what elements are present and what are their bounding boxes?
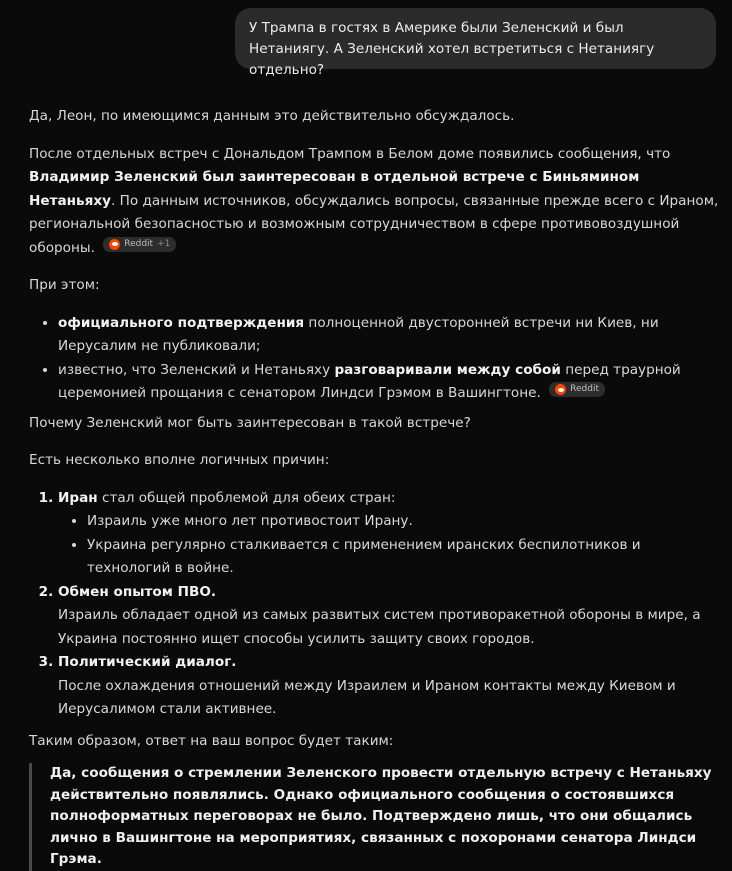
list-item — [58, 359, 719, 406]
list-item — [58, 312, 719, 359]
list-item-bold: официального подтверждения — [58, 314, 305, 331]
list-item: • Израиль уже много лет противостоит Ирану. — [87, 510, 719, 534]
source-badge-reddit[interactable] — [103, 237, 176, 252]
quote-text: Да, сообщения о стремлении Зеленского провести отдельную встречу с Нетаньяху действительно появлялись. Однако официального сообщения о состоявшихся полноформатных переговорах не было. Подтверждено лишь, что они общались лично в Вашингтоне на мероприятиях, связанных с похоронами сенатора Линдси Грэма. — [50, 765, 712, 867]
reason-sublist — [58, 510, 719, 581]
list-item-text: перед траурной церемонией прощания с сенатором Линдси Грэмом в Вашингтоне. — [58, 361, 681, 401]
source-badge-label: Reddit — [124, 238, 154, 249]
answer-intro: Да, Леон, по имеющимся данным это действительно обсуждалось. — [29, 108, 515, 124]
paragraph-bold: Владимир Зеленский был заинтересован в отдельной встрече с Биньямином Нетаньяху — [29, 169, 640, 209]
list-item-bold: разговаривали между собой — [334, 361, 561, 378]
reason-title: Иран — [58, 489, 98, 506]
list-item-text: полноценной двусторонней встречи ни Киев, ни Иерусалим не публиковали; — [58, 314, 659, 354]
answer-paragraph-conclusion: Таким образом, ответ на ваш вопрос будет таким: — [29, 732, 394, 749]
answer-paragraph-why: Почему Зеленский мог быть заинтересован в такой встрече? — [29, 414, 471, 431]
list-item: • Украина регулярно сталкивается с применением иранских беспилотников и технологий в войне. — [87, 534, 719, 581]
facts-list — [29, 312, 719, 406]
source-badge-reddit[interactable] — [549, 382, 605, 397]
reddit-icon — [109, 239, 120, 250]
source-badge-count: +1 — [157, 238, 171, 249]
reddit-icon — [555, 384, 566, 395]
conclusion-quote — [29, 763, 719, 871]
reasons-list — [29, 487, 719, 722]
answer-paragraph-meeting — [29, 143, 719, 261]
user-message-text: У Трампа в гостях в Америке были Зеленский и был Нетаниягу. А Зеленский хотел встретиться с Нетаниягу отдельно? — [249, 20, 655, 78]
reason-body: После охлаждения отношений между Израилем и Ираном контакты между Киевом и Иерусалимом стали активнее. — [58, 677, 676, 717]
answer-paragraph-reasons-intro: Есть несколько вполне логичных причин: — [29, 452, 330, 468]
reason-body: Израиль обладает одной из самых развитых систем противоракетной обороны в мире, а Украина постоянно ищет способы усилить защиту своих городов. — [58, 607, 701, 647]
list-item-text: известно, что Зеленский и Нетаньяху — [58, 361, 335, 378]
user-message-bubble — [235, 8, 716, 78]
reason-item — [58, 487, 719, 581]
reason-item — [58, 651, 719, 722]
reason-title-rest: стал общей проблемой для обеих стран: — [97, 489, 396, 506]
paragraph-text: После отдельных встреч с Дональдом Трампом в Белом доме появились сообщения, что — [29, 145, 671, 162]
paragraph-text: . По данным источников, обсуждались вопросы, связанные прежде всего с Ираном, региональной безопасностью и возможным сотрудничеством в сфере противовоздушной обороны. — [29, 192, 719, 256]
source-badge-label: Reddit — [570, 384, 599, 394]
reason-title: Обмен опытом ПВО. — [58, 583, 217, 600]
reason-title: Политический диалог. — [58, 654, 237, 670]
reason-item — [58, 581, 719, 652]
assistant-answer — [29, 105, 719, 871]
answer-paragraph-note: При этом: — [29, 277, 100, 293]
